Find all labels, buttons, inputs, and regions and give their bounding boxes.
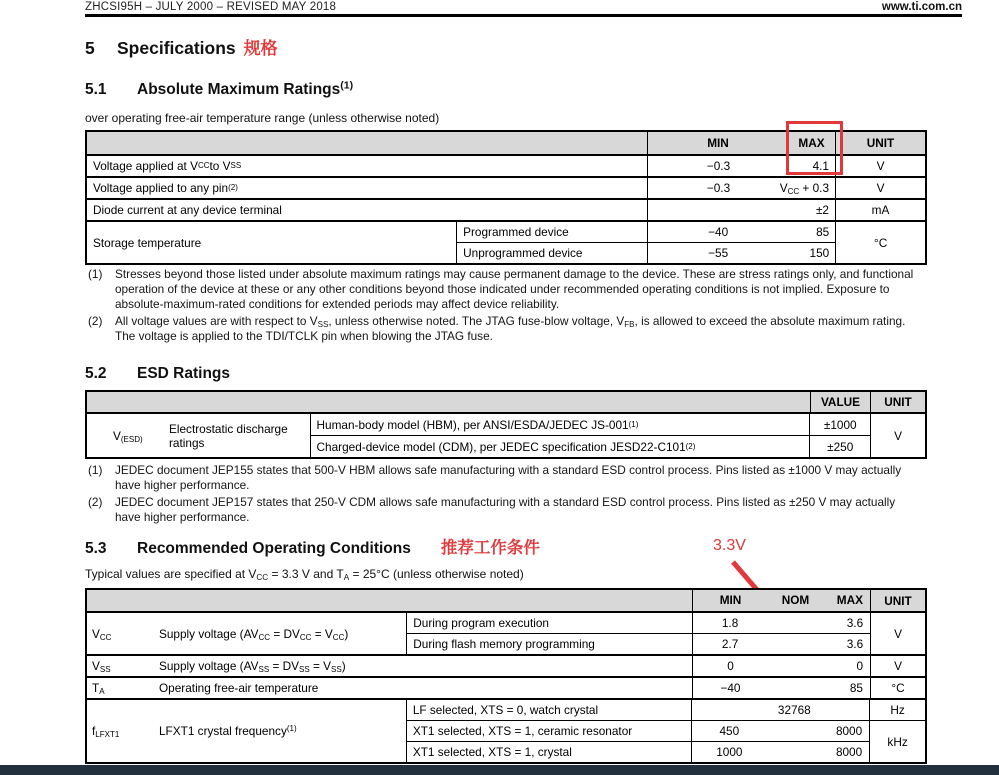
min-value: −40	[708, 225, 729, 239]
max-value: 3.6	[846, 616, 864, 630]
unit-cell: Hz	[870, 700, 925, 721]
minmax-cell	[692, 742, 869, 762]
condition-cell: XT1 selected, XTS = 1, crystal	[412, 745, 572, 759]
values-stack	[691, 700, 869, 762]
values-stack	[809, 414, 870, 457]
table-row	[87, 654, 925, 676]
section-title: ESD Ratings	[137, 365, 231, 382]
condition-stack	[406, 700, 691, 762]
param-cell: Voltage applied to any pin (2)	[93, 181, 238, 195]
minmax-cell	[648, 243, 836, 263]
nom-value: 32768	[777, 703, 811, 717]
header-min: MIN	[719, 593, 742, 607]
min-value: 450	[719, 724, 740, 738]
header-max: MAX	[836, 593, 863, 607]
minmax-cell	[692, 721, 869, 742]
section-number: 5.1	[85, 81, 107, 98]
max-value: 150	[809, 246, 830, 260]
min-value: 2.7	[721, 637, 739, 651]
minmax-cell	[647, 178, 835, 198]
param-cell	[87, 656, 692, 676]
min-value: 1.8	[721, 616, 739, 630]
annotation-zh-specs: 规格	[243, 39, 278, 58]
section-number: 5	[85, 38, 95, 58]
section-title: Specifications	[117, 38, 236, 58]
value-cell: ±250	[827, 439, 854, 454]
condition-cell: Human-body model (HBM), per ANSI/ESDA/JEDEC JS-001 (1)	[311, 414, 810, 436]
footnotes-5-1	[88, 267, 920, 346]
table-row	[87, 198, 925, 220]
header-nom: NOM	[781, 593, 810, 607]
table-header-row	[87, 590, 925, 611]
header-empty	[87, 132, 647, 154]
param-text: Supply voltage $(AV_{CC} = DV_{CC} = V_{CC})$	[159, 626, 349, 642]
symbol: $V_{CC}$	[92, 626, 112, 642]
footnote	[88, 314, 920, 344]
condition-stack	[310, 414, 810, 457]
param-cell: Voltage applied at V CC to V SS	[93, 159, 242, 173]
footnote	[88, 463, 920, 493]
header-unit: UNIT	[870, 590, 925, 611]
condition-cell: Unprogrammed device	[463, 246, 583, 260]
param-cell	[87, 414, 310, 457]
condition-cell: Charged-device model (CDM), per JEDEC specification JESD22-C101 (2)	[316, 439, 696, 454]
annotation-3v3-callout: 3.3V	[713, 537, 746, 554]
header-min: MIN	[647, 132, 788, 154]
footnote-text: JEDEC document JEP155 states that 500-V HBM allows safe manufacturing with a standard ESD control process. Pins listed as ±1000 V may actually have higher performance.	[115, 463, 902, 492]
footnote-text: JEDEC document JEP157 states that 250-V CDM allows safe manufacturing with a standard ESD control process. Pins listed as ±250 V may actually have higher performance.	[115, 495, 896, 524]
ti-site-text: www.ti.com.cn	[881, 1, 962, 13]
max-value: 3.6	[846, 637, 864, 651]
min-value: −0.3	[706, 181, 731, 195]
symbol: $f_{LFXT1}$	[92, 724, 120, 739]
footnote-text: All voltage values are with respect to $V_{SS}$, unless otherwise noted. The JTAG fuse-blow voltage, $V_{FB}$, is allowed to exceed the absolute maximum rating. The voltage is applied to the TDI/TCLK pin when blowing the JTAG fuse.	[115, 314, 906, 343]
max-value: 0	[856, 659, 863, 673]
table-row-group	[87, 698, 925, 762]
param-cell	[87, 700, 406, 762]
param-cell: Storage temperature	[93, 235, 202, 250]
min-value: 1000	[716, 745, 743, 759]
esd-table	[85, 390, 927, 459]
unit-cell: °C	[870, 678, 925, 698]
max-value: $V_{CC} + 0.3$	[779, 181, 829, 196]
minmax-cell	[692, 656, 870, 676]
values-stack	[647, 222, 836, 263]
symbol: $V_{SS}$	[92, 659, 111, 674]
value-cell: ±1000	[810, 414, 870, 436]
footnotes-5-2	[88, 463, 920, 527]
header-unit: UNIT	[835, 132, 925, 154]
unit-cell: kHz	[887, 734, 908, 749]
unit-cell: V	[870, 613, 925, 654]
condition-cell: During program execution	[407, 613, 691, 634]
condition-cell: Programmed device	[457, 222, 647, 243]
condition-stack	[456, 222, 647, 263]
header-empty	[87, 590, 692, 611]
table-row	[87, 176, 925, 198]
condition-cell: During flash memory programming	[413, 637, 595, 651]
unit-cell: mA	[835, 200, 925, 220]
table-row-group	[87, 220, 925, 263]
param-cell	[87, 678, 692, 698]
unit-cell: V	[870, 656, 925, 676]
min-value: −40	[720, 681, 741, 695]
min-value: −0.3	[706, 159, 731, 173]
unit-cell: V	[870, 414, 925, 457]
annotation-max-box	[786, 121, 843, 175]
max-value: 85	[816, 225, 830, 239]
table-header-row	[87, 392, 925, 412]
symbol: $T_A$	[92, 681, 105, 696]
footnote-text: Stresses beyond those listed under absolute maximum ratings may cause permanent damage to the device. These are stress ratings only, and functional operation of the device at these or any other conditions beyond those indicated under recommended operating conditions is not implied. Exposure to absolute-maximum-rated conditions for extended periods may affect device reliability.	[115, 267, 914, 311]
symbol: $V_{(ESD)}$	[113, 428, 143, 444]
section-5-3-heading	[85, 537, 540, 560]
condition-cell: LF selected, XTS = 0, watch crystal	[407, 700, 691, 721]
max-value: 8000	[835, 745, 863, 759]
section-5-2-heading	[85, 363, 230, 385]
header-rule	[85, 14, 962, 17]
table-row-group	[87, 412, 925, 457]
unit-cell: V	[835, 156, 925, 176]
abs-max-intro: over operating free-air temperature range (unless otherwise noted)	[85, 111, 440, 125]
max-value: 85	[849, 681, 863, 695]
header-max: MAX	[798, 136, 825, 150]
annotation-zh-recommended: 推荐工作条件	[440, 539, 540, 557]
recommended-intro: Typical values are specified at $V_{CC} = 3.3$ V and $T_A = 25^\circ C$ (unless otherwise noted)	[85, 567, 524, 582]
minmax-cell	[693, 634, 871, 654]
footnote-marker: (2)	[88, 314, 103, 328]
bottom-bar	[0, 765, 999, 775]
section-5-heading	[85, 36, 278, 61]
table-row-group	[87, 611, 925, 654]
param-text: Operating free-air temperature	[159, 681, 319, 695]
header-empty	[87, 392, 810, 412]
footnote	[88, 267, 920, 312]
section-title: Recommended Operating Conditions	[137, 540, 411, 557]
recommended-conditions-table	[85, 588, 927, 764]
minmax-cell	[648, 222, 836, 243]
table-row	[87, 676, 925, 698]
footnote-marker: (1)	[88, 463, 103, 477]
header-min-nom-max	[692, 590, 870, 611]
min-value: 0	[727, 659, 734, 673]
condition-cell: XT1 selected, XTS = 1, ceramic resonator	[407, 721, 691, 742]
header-value: VALUE	[810, 392, 870, 412]
max-value: 8000	[835, 724, 863, 738]
section-number: 5.3	[85, 540, 107, 557]
max-value: ±2	[815, 203, 829, 217]
footnote-marker: (2)	[88, 495, 103, 509]
param-text: LFXT1 crystal frequency$^{(1)}$	[159, 724, 297, 738]
param-cell: Diode current at any device terminal	[93, 203, 282, 217]
condition-stack	[406, 613, 691, 654]
section-title: Absolute Maximum Ratings$^{(1)}$	[137, 79, 354, 98]
param-text: Electrostatic discharge ratings	[169, 421, 288, 450]
unit-cell: V	[835, 178, 925, 198]
nom-cell	[692, 700, 869, 721]
section-5-1-heading	[85, 79, 353, 101]
minmax-cell	[693, 613, 871, 634]
max-value: 4.1	[812, 159, 829, 173]
header-unit: UNIT	[870, 392, 925, 412]
unit-stack	[869, 700, 925, 762]
unit-cell: °C	[835, 222, 925, 263]
param-text: Supply voltage $(AV_{SS} = DV_{SS} = V_{SS})$	[159, 659, 346, 674]
minmax-cell	[647, 200, 835, 220]
param-cell	[87, 613, 406, 654]
min-value: −55	[708, 246, 729, 260]
footnote-marker: (1)	[88, 267, 103, 281]
footnote	[88, 495, 920, 525]
doc-id-text: ZHCSI95H – JULY 2000 – REVISED MAY 2018	[85, 1, 337, 13]
minmax-cell	[692, 678, 870, 698]
section-number: 5.2	[85, 365, 107, 382]
values-stack	[692, 613, 871, 654]
